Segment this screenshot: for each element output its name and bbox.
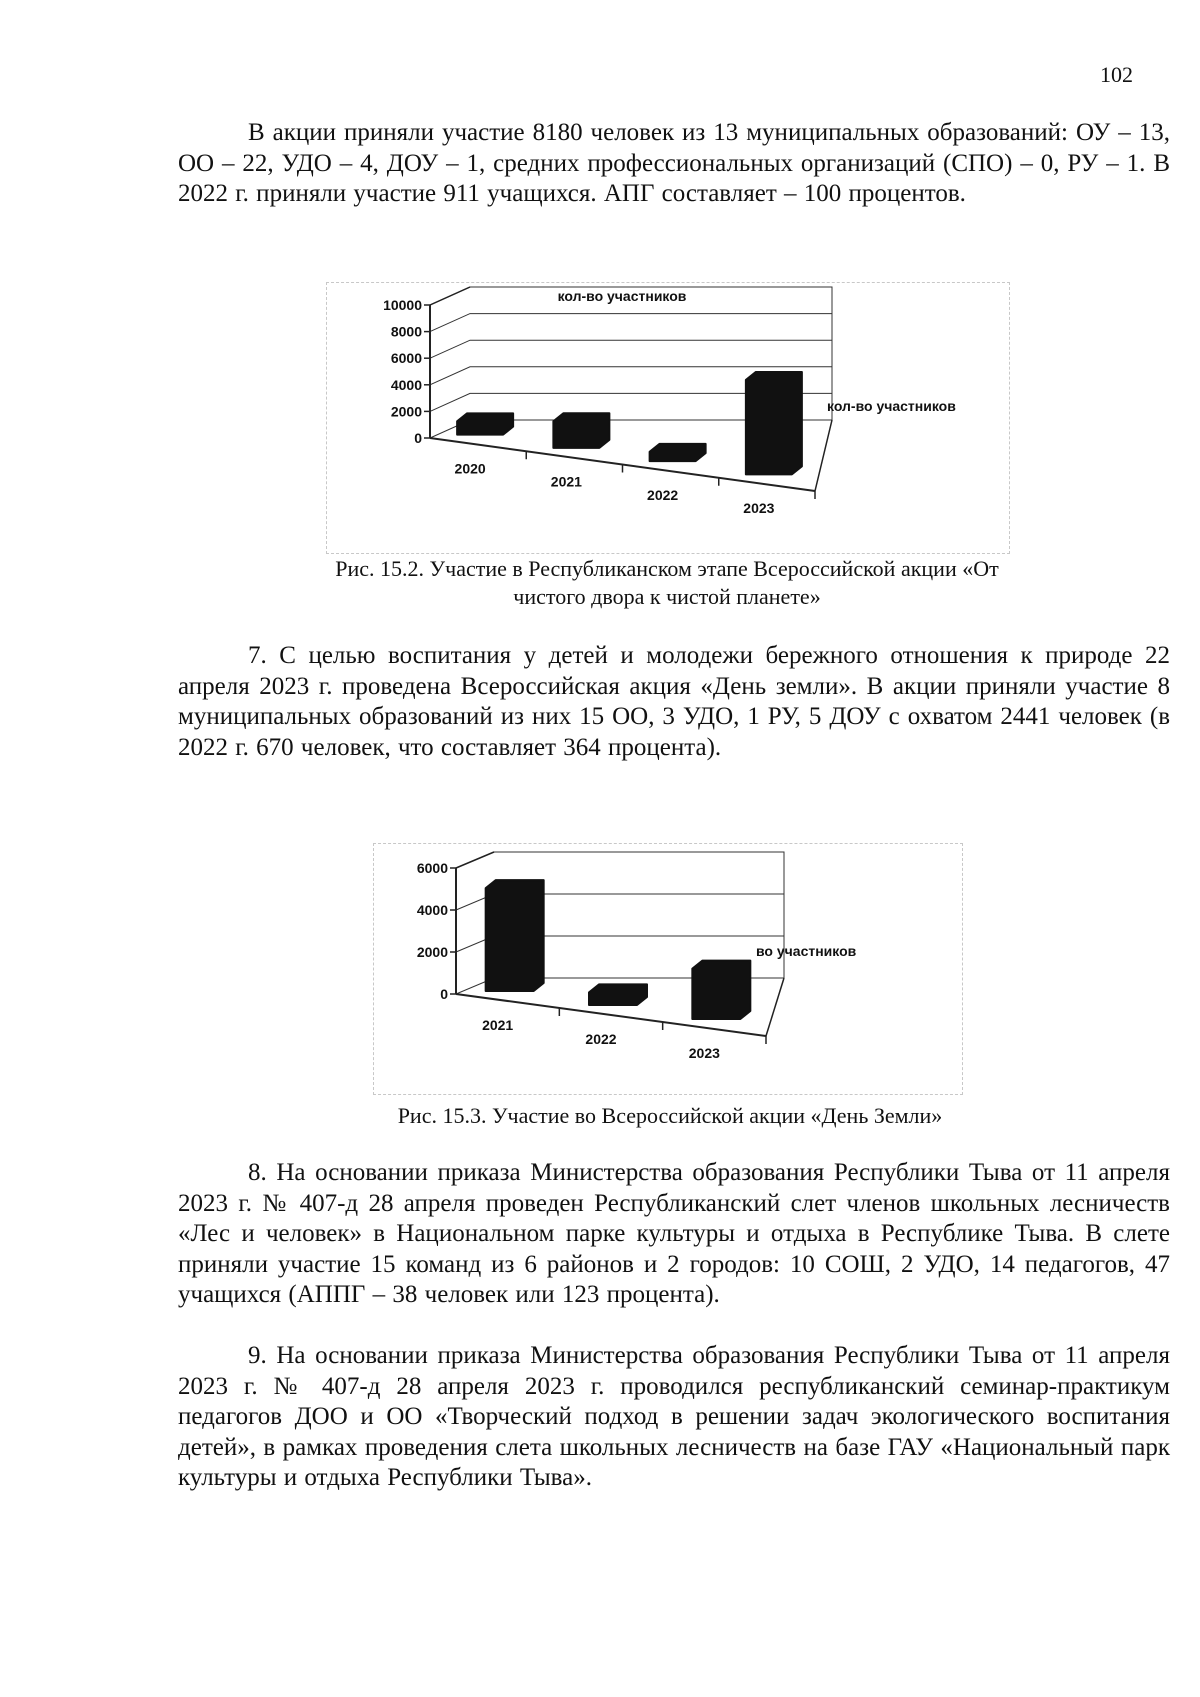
chart-2-bar bbox=[589, 984, 647, 1005]
paragraph-4: 9. На основании приказа Министерства образования Республики Тыва от 11 апреля 2023 г. № 407-д 28 апреля 2023 г. проводился республиканский семинар-практикум педагогов ДОО и ОО «Творческий подход в решении задач экологического воспитания детей», в рамках проведения слета школьных лесничеств на базе ГАУ «Национальный парк культуры и отдыха Республики Тыва». bbox=[178, 1342, 1170, 1491]
chart-2-gridline bbox=[456, 852, 784, 868]
chart-2-floor-right-edge bbox=[766, 978, 784, 1036]
page-number: 102 bbox=[1100, 62, 1133, 87]
chart-1-bar bbox=[650, 444, 706, 461]
figure-caption-2: Рис. 15.3. Участие во Всероссийской акции «День Земли» bbox=[397, 1103, 943, 1128]
figure-caption-1: Рис. 15.2. Участие в Республиканском этапе Всероссийской акции «От чистого двора к чистой планете» bbox=[335, 556, 999, 609]
chart-1-x-tick-label: 2021 bbox=[550, 473, 582, 490]
chart-2-y-tick-label: 6000 bbox=[416, 860, 448, 876]
chart-1-y-tick-label: 4000 bbox=[390, 376, 422, 393]
chart-1-floor-right-edge bbox=[815, 420, 832, 491]
chart-1-bar bbox=[457, 413, 513, 434]
chart-1-bar bbox=[746, 372, 802, 474]
chart-1-x-tick-label: 2020 bbox=[454, 460, 486, 477]
chart-2-y-tick-label: 0 bbox=[440, 986, 448, 1002]
chart-1-y-tick-label: 10000 bbox=[383, 297, 422, 313]
paragraph-3: 8. На основании приказа Министерства образования Республики Тыва от 11 апреля 2023 г. № 407-д 28 апреля проведен Республиканский слет членов школьных лесничеств «Лес и человек» в Национальном парке культуры и отдыха в Республике Тыва. В слете приняли участие 15 команд из 6 районов и 2 городов: 10 СОШ, 2 УДО, 14 педагогов, 47 учащихся (АППГ – 38 человек или 123 процента). bbox=[178, 1159, 1170, 1308]
chart-1-bar bbox=[553, 413, 609, 448]
chart-2-x-tick-label: 2023 bbox=[688, 1045, 720, 1061]
chart-2-bar bbox=[486, 880, 544, 991]
chart-2-svg bbox=[374, 844, 962, 1094]
chart-1-x-tick-label: 2022 bbox=[647, 486, 679, 503]
chart-1-title: кол-во участников bbox=[557, 288, 687, 304]
chart-1-gridline bbox=[430, 314, 832, 332]
chart-1-y-tick-label: 6000 bbox=[390, 350, 422, 367]
paragraph-1: В акции приняли участие 8180 человек из 13 муниципальных образований: ОУ – 13, ОО – 22, УДО – 4, ДОУ – 1, средних профессиональных организаций (СПО) – 0, РУ – 1. В 2022 г. приняли участие 911 учащихся. АПГ составляет – 100 процентов. bbox=[178, 119, 1170, 207]
chart-1-y-tick-label: 2000 bbox=[390, 403, 422, 420]
chart-1-x-tick-label: 2023 bbox=[743, 500, 775, 516]
chart-2 bbox=[373, 843, 963, 1095]
chart-1-y-tick-label: 0 bbox=[414, 430, 422, 446]
chart-2-y-axis-depth bbox=[456, 852, 494, 868]
chart-2-y-tick-label: 2000 bbox=[416, 944, 448, 960]
chart-1-y-axis-depth bbox=[430, 287, 470, 305]
chart-2-y-tick-label: 4000 bbox=[416, 902, 448, 918]
chart-1-y-tick-label: 8000 bbox=[390, 323, 422, 340]
chart-2-legend-label: во участников bbox=[756, 943, 857, 959]
chart-1-legend-label: кол-во участников bbox=[827, 398, 956, 414]
chart-2-bar bbox=[692, 961, 750, 1019]
chart-1 bbox=[326, 282, 1010, 554]
chart-2-x-tick-label: 2022 bbox=[585, 1031, 617, 1047]
paragraph-2: 7. С целью воспитания у детей и молодежи бережного отношения к природе 22 апреля 2023 г. проведена Всероссийская акция «День земли». В акции приняли участие 8 муниципальных образований из них 15 ОО, 3 УДО, 1 РУ, 5 ДОУ с охватом 2441 человек (в 2022 г. 670 человек, что составляет 364 процента). bbox=[178, 642, 1170, 761]
chart-1-svg bbox=[327, 283, 1009, 553]
chart-2-x-tick-label: 2021 bbox=[482, 1017, 514, 1033]
chart-1-gridline bbox=[430, 340, 832, 358]
